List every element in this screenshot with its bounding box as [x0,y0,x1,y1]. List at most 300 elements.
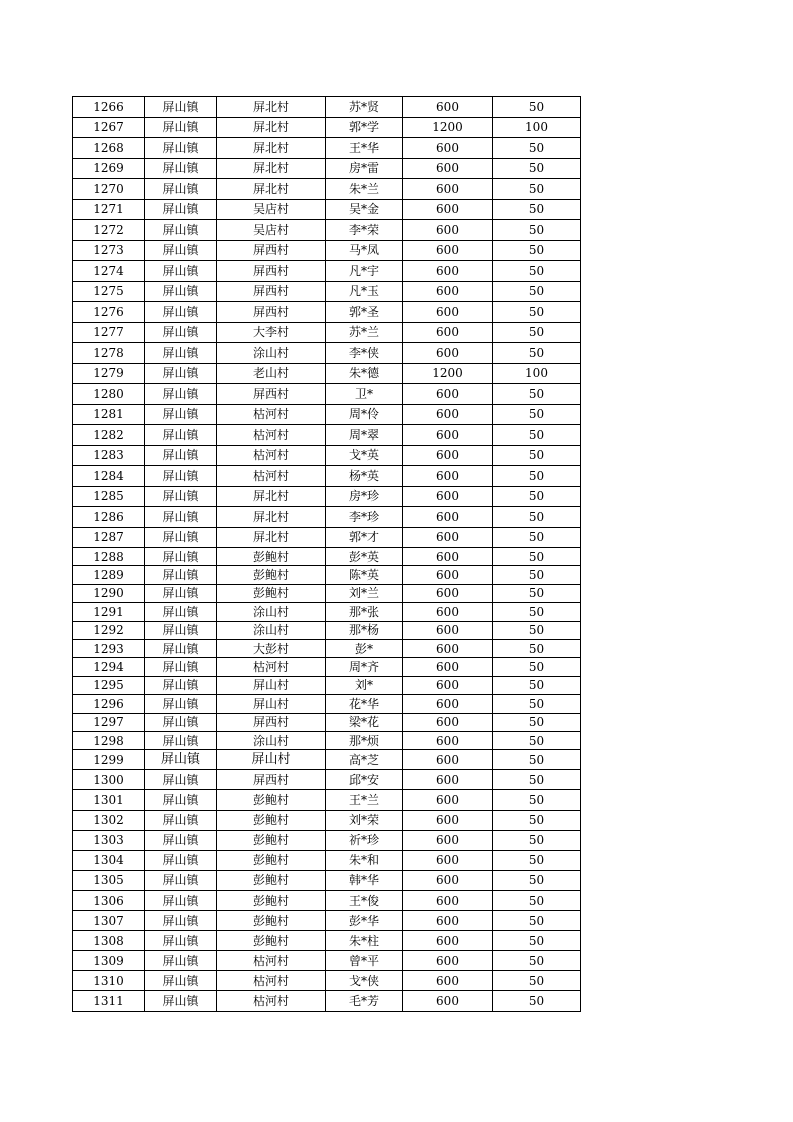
town-cell: 屏山镇 [145,527,217,548]
row-number-cell: 1275 [73,281,145,302]
town-cell: 屏山镇 [145,138,217,159]
row-number-cell: 1267 [73,117,145,138]
amount-cell: 600 [403,603,493,621]
fee-cell: 50 [493,527,581,548]
table-body [73,97,581,1012]
name-cell: 刘*兰 [326,584,403,602]
fee-cell: 50 [493,713,581,731]
fee-cell: 50 [493,445,581,466]
amount-cell: 600 [403,750,493,770]
name-cell: 毛*芳 [326,991,403,1011]
town-cell: 屏山镇 [145,466,217,487]
town-cell: 屏山镇 [145,507,217,528]
village-cell: 彭鲍村 [217,548,326,566]
table-row [73,850,581,870]
table-row [73,507,581,528]
row-number-cell: 1306 [73,890,145,910]
amount-cell: 600 [403,695,493,713]
fee-cell: 50 [493,486,581,507]
village-cell: 彭鲍村 [217,931,326,951]
table-row [73,603,581,621]
table-row [73,384,581,405]
name-cell: 高*芝 [326,750,403,770]
row-number-cell: 1284 [73,466,145,487]
name-cell: 那*张 [326,603,403,621]
table-row [73,566,581,584]
village-cell: 屏西村 [217,770,326,790]
village-cell: 枯河村 [217,991,326,1011]
table-row [73,911,581,931]
row-number-cell: 1303 [73,830,145,850]
fee-cell: 50 [493,731,581,749]
row-number-cell: 1298 [73,731,145,749]
row-number-cell: 1291 [73,603,145,621]
table-row [73,676,581,694]
amount-cell: 600 [403,658,493,676]
amount-cell: 600 [403,302,493,323]
fee-cell: 50 [493,466,581,487]
town-cell: 屏山镇 [145,770,217,790]
name-cell: 杨*英 [326,466,403,487]
fee-cell: 50 [493,750,581,770]
row-number-cell: 1299 [73,750,145,770]
amount-cell: 600 [403,584,493,602]
amount-cell: 600 [403,527,493,548]
fee-cell: 50 [493,790,581,810]
name-cell: 王*华 [326,138,403,159]
town-cell: 屏山镇 [145,890,217,910]
amount-cell: 600 [403,322,493,343]
village-cell: 屏山村 [217,676,326,694]
village-cell: 彭鲍村 [217,584,326,602]
village-cell: 屏山村 [217,750,326,770]
row-number-cell: 1289 [73,566,145,584]
row-number-cell: 1304 [73,850,145,870]
village-cell: 枯河村 [217,404,326,425]
amount-cell: 600 [403,713,493,731]
name-cell: 王*兰 [326,790,403,810]
row-number-cell: 1276 [73,302,145,323]
name-cell: 卫* [326,384,403,405]
village-cell: 屏北村 [217,117,326,138]
village-cell: 屏山村 [217,695,326,713]
village-cell: 枯河村 [217,425,326,446]
table-row [73,240,581,261]
village-cell: 大彭村 [217,639,326,657]
name-cell: 凡*宇 [326,261,403,282]
table-row [73,991,581,1011]
table-row [73,770,581,790]
name-cell: 彭* [326,639,403,657]
name-cell: 王*俊 [326,890,403,910]
fee-cell: 50 [493,991,581,1011]
table-row [73,138,581,159]
row-number-cell: 1305 [73,870,145,890]
name-cell: 苏*兰 [326,322,403,343]
name-cell: 周*伶 [326,404,403,425]
village-cell: 吴店村 [217,199,326,220]
fee-cell: 50 [493,931,581,951]
amount-cell: 600 [403,384,493,405]
name-cell: 凡*玉 [326,281,403,302]
village-cell: 彭鲍村 [217,890,326,910]
row-number-cell: 1311 [73,991,145,1011]
table-row [73,548,581,566]
village-cell: 彭鲍村 [217,566,326,584]
town-cell: 屏山镇 [145,97,217,118]
row-number-cell: 1285 [73,486,145,507]
village-cell: 彭鲍村 [217,850,326,870]
town-cell: 屏山镇 [145,199,217,220]
row-number-cell: 1281 [73,404,145,425]
town-cell: 屏山镇 [145,951,217,971]
row-number-cell: 1297 [73,713,145,731]
amount-cell: 600 [403,158,493,179]
amount-cell: 600 [403,240,493,261]
village-cell: 屏北村 [217,179,326,200]
amount-cell: 600 [403,199,493,220]
amount-cell: 600 [403,179,493,200]
fee-cell: 50 [493,548,581,566]
town-cell: 屏山镇 [145,870,217,890]
town-cell: 屏山镇 [145,621,217,639]
town-cell: 屏山镇 [145,584,217,602]
village-cell: 屏西村 [217,384,326,405]
town-cell: 屏山镇 [145,931,217,951]
amount-cell: 600 [403,790,493,810]
data-table [72,96,581,1012]
table-row [73,343,581,364]
fee-cell: 50 [493,603,581,621]
village-cell: 屏北村 [217,507,326,528]
row-number-cell: 1293 [73,639,145,657]
row-number-cell: 1283 [73,445,145,466]
village-cell: 涂山村 [217,621,326,639]
village-cell: 彭鲍村 [217,810,326,830]
fee-cell: 50 [493,343,581,364]
name-cell: 花*华 [326,695,403,713]
town-cell: 屏山镇 [145,322,217,343]
name-cell: 朱*德 [326,363,403,384]
town-cell: 屏山镇 [145,302,217,323]
fee-cell: 50 [493,639,581,657]
row-number-cell: 1301 [73,790,145,810]
village-cell: 屏北村 [217,158,326,179]
fee-cell: 50 [493,199,581,220]
fee-cell: 50 [493,158,581,179]
row-number-cell: 1302 [73,810,145,830]
town-cell: 屏山镇 [145,220,217,241]
name-cell: 梁*花 [326,713,403,731]
name-cell: 那*烦 [326,731,403,749]
table-row [73,527,581,548]
table-row [73,425,581,446]
town-cell: 屏山镇 [145,713,217,731]
village-cell: 吴店村 [217,220,326,241]
name-cell: 祈*珍 [326,830,403,850]
row-number-cell: 1286 [73,507,145,528]
name-cell: 韩*华 [326,870,403,890]
row-number-cell: 1288 [73,548,145,566]
fee-cell: 50 [493,830,581,850]
town-cell: 屏山镇 [145,566,217,584]
village-cell: 老山村 [217,363,326,384]
row-number-cell: 1294 [73,658,145,676]
village-cell: 屏西村 [217,240,326,261]
name-cell: 郭*学 [326,117,403,138]
name-cell: 刘* [326,676,403,694]
amount-cell: 600 [403,486,493,507]
table-row [73,363,581,384]
row-number-cell: 1278 [73,343,145,364]
town-cell: 屏山镇 [145,790,217,810]
row-number-cell: 1287 [73,527,145,548]
village-cell: 枯河村 [217,951,326,971]
fee-cell: 50 [493,890,581,910]
table-row [73,890,581,910]
town-cell: 屏山镇 [145,179,217,200]
name-cell: 彭*英 [326,548,403,566]
village-cell: 屏北村 [217,486,326,507]
row-number-cell: 1270 [73,179,145,200]
town-cell: 屏山镇 [145,658,217,676]
village-cell: 涂山村 [217,731,326,749]
town-cell: 屏山镇 [145,810,217,830]
amount-cell: 600 [403,951,493,971]
fee-cell: 50 [493,384,581,405]
town-cell: 屏山镇 [145,486,217,507]
amount-cell: 600 [403,404,493,425]
amount-cell: 600 [403,138,493,159]
village-cell: 枯河村 [217,971,326,991]
amount-cell: 600 [403,830,493,850]
town-cell: 屏山镇 [145,343,217,364]
village-cell: 枯河村 [217,466,326,487]
name-cell: 戈*侠 [326,971,403,991]
table-row [73,322,581,343]
table-row [73,750,581,770]
amount-cell: 600 [403,548,493,566]
name-cell: 吴*金 [326,199,403,220]
amount-cell: 600 [403,466,493,487]
table-row [73,445,581,466]
table-row [73,466,581,487]
table-row [73,931,581,951]
town-cell: 屏山镇 [145,548,217,566]
village-cell: 屏西村 [217,281,326,302]
village-cell: 屏西村 [217,713,326,731]
fee-cell: 50 [493,676,581,694]
name-cell: 戈*英 [326,445,403,466]
name-cell: 李*珍 [326,507,403,528]
amount-cell: 600 [403,639,493,657]
village-cell: 彭鲍村 [217,830,326,850]
table-row [73,658,581,676]
row-number-cell: 1274 [73,261,145,282]
fee-cell: 50 [493,810,581,830]
town-cell: 屏山镇 [145,731,217,749]
table-row [73,199,581,220]
name-cell: 李*侠 [326,343,403,364]
amount-cell: 600 [403,425,493,446]
amount-cell: 600 [403,931,493,951]
village-cell: 涂山村 [217,343,326,364]
town-cell: 屏山镇 [145,911,217,931]
town-cell: 屏山镇 [145,676,217,694]
name-cell: 曾*平 [326,951,403,971]
name-cell: 刘*荣 [326,810,403,830]
fee-cell: 50 [493,220,581,241]
row-number-cell: 1300 [73,770,145,790]
name-cell: 周*齐 [326,658,403,676]
fee-cell: 50 [493,281,581,302]
fee-cell: 50 [493,621,581,639]
table-row [73,790,581,810]
amount-cell: 600 [403,621,493,639]
amount-cell: 600 [403,850,493,870]
row-number-cell: 1273 [73,240,145,261]
village-cell: 屏北村 [217,97,326,118]
name-cell: 房*珍 [326,486,403,507]
fee-cell: 50 [493,97,581,118]
table-row [73,695,581,713]
fee-cell: 50 [493,179,581,200]
village-cell: 枯河村 [217,658,326,676]
amount-cell: 600 [403,507,493,528]
row-number-cell: 1310 [73,971,145,991]
fee-cell: 50 [493,322,581,343]
village-cell: 屏西村 [217,302,326,323]
town-cell: 屏山镇 [145,445,217,466]
amount-cell: 600 [403,676,493,694]
amount-cell: 600 [403,97,493,118]
amount-cell: 600 [403,343,493,364]
fee-cell: 50 [493,261,581,282]
village-cell: 枯河村 [217,445,326,466]
fee-cell: 50 [493,404,581,425]
town-cell: 屏山镇 [145,261,217,282]
amount-cell: 600 [403,890,493,910]
amount-cell: 600 [403,911,493,931]
row-number-cell: 1292 [73,621,145,639]
town-cell: 屏山镇 [145,695,217,713]
amount-cell: 600 [403,445,493,466]
amount-cell: 600 [403,566,493,584]
name-cell: 朱*柱 [326,931,403,951]
village-cell: 屏北村 [217,138,326,159]
fee-cell: 50 [493,850,581,870]
table-row [73,404,581,425]
fee-cell: 50 [493,507,581,528]
row-number-cell: 1307 [73,911,145,931]
fee-cell: 50 [493,240,581,261]
fee-cell: 50 [493,870,581,890]
town-cell: 屏山镇 [145,971,217,991]
fee-cell: 50 [493,770,581,790]
fee-cell: 50 [493,911,581,931]
name-cell: 陈*英 [326,566,403,584]
town-cell: 屏山镇 [145,425,217,446]
amount-cell: 600 [403,261,493,282]
town-cell: 屏山镇 [145,850,217,870]
table-row [73,97,581,118]
row-number-cell: 1279 [73,363,145,384]
table-row [73,584,581,602]
name-cell: 朱*兰 [326,179,403,200]
row-number-cell: 1268 [73,138,145,159]
row-number-cell: 1269 [73,158,145,179]
fee-cell: 50 [493,138,581,159]
town-cell: 屏山镇 [145,117,217,138]
fee-cell: 50 [493,971,581,991]
fee-cell: 50 [493,566,581,584]
town-cell: 屏山镇 [145,240,217,261]
town-cell: 屏山镇 [145,639,217,657]
name-cell: 郭*才 [326,527,403,548]
name-cell: 那*杨 [326,621,403,639]
table-row [73,261,581,282]
fee-cell: 50 [493,951,581,971]
name-cell: 周*翠 [326,425,403,446]
amount-cell: 600 [403,281,493,302]
row-number-cell: 1280 [73,384,145,405]
row-number-cell: 1290 [73,584,145,602]
row-number-cell: 1266 [73,97,145,118]
amount-cell: 600 [403,220,493,241]
table-row [73,281,581,302]
row-number-cell: 1309 [73,951,145,971]
row-number-cell: 1295 [73,676,145,694]
row-number-cell: 1296 [73,695,145,713]
name-cell: 邱*安 [326,770,403,790]
table-row [73,302,581,323]
fee-cell: 50 [493,584,581,602]
table-row [73,158,581,179]
town-cell: 屏山镇 [145,363,217,384]
town-cell: 屏山镇 [145,830,217,850]
row-number-cell: 1308 [73,931,145,951]
amount-cell: 600 [403,991,493,1011]
table-row [73,220,581,241]
table-row [73,486,581,507]
amount-cell: 600 [403,870,493,890]
table-row [73,639,581,657]
name-cell: 郭*圣 [326,302,403,323]
fee-cell: 100 [493,363,581,384]
village-cell: 屏北村 [217,527,326,548]
table-row [73,731,581,749]
row-number-cell: 1282 [73,425,145,446]
row-number-cell: 1271 [73,199,145,220]
name-cell: 彭*华 [326,911,403,931]
town-cell: 屏山镇 [145,384,217,405]
amount-cell: 600 [403,971,493,991]
town-cell: 屏山镇 [145,750,217,770]
row-number-cell: 1277 [73,322,145,343]
town-cell: 屏山镇 [145,281,217,302]
amount-cell: 600 [403,731,493,749]
table-row [73,971,581,991]
village-cell: 彭鲍村 [217,870,326,890]
amount-cell: 1200 [403,117,493,138]
amount-cell: 600 [403,770,493,790]
table-row [73,117,581,138]
village-cell: 大李村 [217,322,326,343]
fee-cell: 50 [493,658,581,676]
fee-cell: 100 [493,117,581,138]
table-row [73,830,581,850]
village-cell: 彭鲍村 [217,790,326,810]
